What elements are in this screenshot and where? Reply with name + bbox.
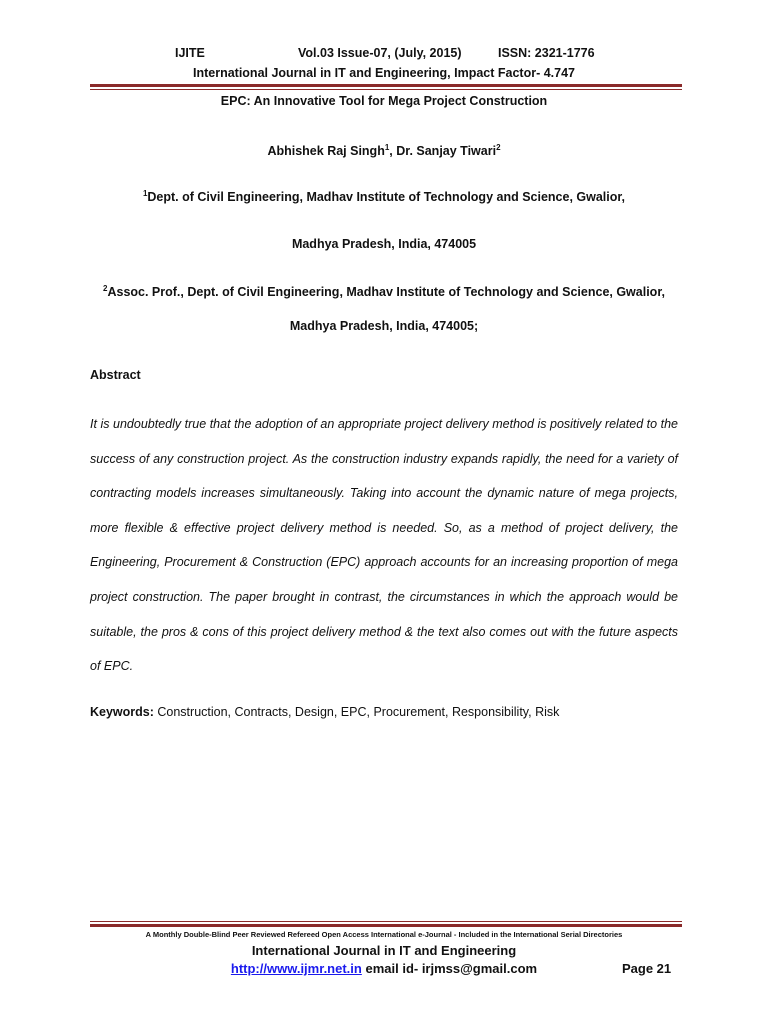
- affiliation-1-line2: Madhya Pradesh, India, 474005: [291, 237, 477, 251]
- footer-journal-name: International Journal in IT and Engineering: [251, 943, 517, 958]
- footer-email: email id- irjmss@gmail.com: [361, 961, 538, 976]
- author-superscript: 1: [384, 142, 390, 152]
- header-rule-thick: [90, 84, 682, 87]
- footer-rule-thick: [90, 924, 682, 927]
- page-number: Page 21: [622, 961, 672, 976]
- author-separator: ,: [389, 144, 397, 158]
- keywords-line: [90, 705, 559, 719]
- paper-title: EPC: An Innovative Tool for Mega Project Construction: [220, 94, 548, 108]
- affiliation-text: Assoc. Prof., Dept. of Civil Engineering, Madhav Institute of Technology and Science, Gwalior,: [107, 285, 665, 299]
- issn: ISSN: 2321-1776: [498, 46, 595, 60]
- keywords-text: Construction, Contracts, Design, EPC, Procurement, Responsibility, Risk: [153, 705, 560, 719]
- author-line: [0, 144, 768, 158]
- footer-tagline: A Monthly Double-Blind Peer Reviewed Refereed Open Access International e-Journal - Included in the International Serial Directories: [145, 930, 623, 939]
- journal-impact-line: International Journal in IT and Engineering, Impact Factor- 4.747: [192, 66, 575, 80]
- footer-rule-thin: [90, 921, 682, 922]
- journal-website-link[interactable]: http://www.ijmr.net.in: [230, 961, 362, 976]
- author-superscript: 2: [496, 142, 501, 152]
- affiliation-2-line2: Madhya Pradesh, India, 474005;: [289, 319, 479, 333]
- keywords-label: Keywords:: [90, 705, 154, 719]
- volume-issue: Vol.03 Issue-07, (July, 2015): [298, 46, 462, 60]
- abstract-body: It is undoubtedly true that the adoption of an appropriate project delivery method is positively related to the success of any construction project. As the construction industry expands rapidly, the need for a variety of contracting models increases simultaneously. Taking into account the dynamic nature of mega projects, more flexible & effective project delivery method is needed. So, as a method of project delivery, the Engineering, Procurement & Construction (EPC) approach accounts for an increasing proportion of mega project construction. The paper brought in contrast, the circumstances in which the approach would be suitable, the pros & cons of this project delivery method & the text also comes out with the future aspects of EPC.: [90, 417, 678, 674]
- abstract-heading: Abstract: [90, 368, 141, 382]
- author-name: Abhishek Raj Singh: [267, 144, 385, 158]
- affiliation-1-line1: [0, 190, 768, 204]
- journal-abbr: IJITE: [175, 46, 205, 60]
- running-header: [0, 46, 768, 66]
- header-rule-thin: [90, 89, 682, 90]
- author-name: Dr. Sanjay Tiwari: [396, 144, 497, 158]
- affiliation-2-line1: [0, 285, 768, 299]
- affiliation-superscript: 2: [103, 283, 108, 293]
- affiliation-superscript: 1: [142, 188, 148, 198]
- affiliation-text: Dept. of Civil Engineering, Madhav Institute of Technology and Science, Gwalior,: [147, 190, 626, 204]
